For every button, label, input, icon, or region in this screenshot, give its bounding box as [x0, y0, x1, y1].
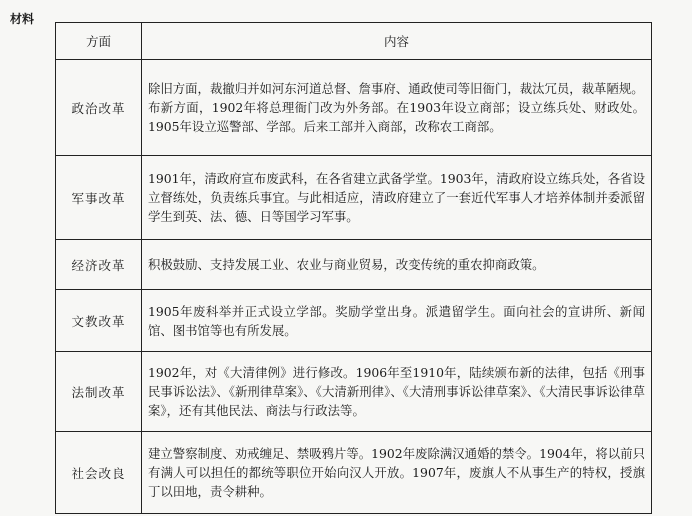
row-content	[142, 352, 652, 432]
content-paragraph: 布新方面，1902年将总理衙门改为外务部。在1903年设立商部；设立练兵处、财政处。1905年设立巡警部、学部。后来工部并入商部，改称农工商部。	[148, 100, 645, 134]
table-row	[56, 60, 652, 156]
row-content	[142, 240, 652, 290]
header-aspect: 方面	[56, 23, 142, 60]
row-aspect: 经济改革	[56, 240, 142, 290]
row-aspect: 文教改革	[56, 290, 142, 352]
reform-table	[55, 22, 652, 514]
row-content	[142, 290, 652, 352]
row-content	[142, 156, 652, 240]
content-paragraph: 1902年，对《大清律例》进行修改。1906年至1910年，陆续颁布新的法律，包括《刑事民事诉讼法》、《新刑律草案》、《大清新刑律》、《大清刑事诉讼律草案》、《大清民事诉讼律草案》，还有其他民法、商法与行政法等。	[148, 365, 645, 418]
content-paragraph: 积极鼓励、支持发展工业、农业与商业贸易，改变传统的重农抑商政策。	[148, 257, 545, 272]
material-label: 材料	[10, 12, 35, 26]
table-header-row	[56, 23, 652, 60]
row-aspect: 社会改良	[56, 432, 142, 514]
row-aspect: 法制改革	[56, 352, 142, 432]
row-content	[142, 60, 652, 156]
content-paragraph: 1901年，清政府宣布废武科，在各省建立武备学堂。1903年，清政府设立练兵处，各省设立督练处，负责练兵事宜。与此相适应，清政府建立了一套近代军事人才培养体制并委派留学生到英、法、德、日等国学习军事。	[148, 171, 645, 224]
row-content	[142, 432, 652, 514]
table-row	[56, 240, 652, 290]
content-paragraph: 1905年废科举并正式设立学部。奖励学堂出身。派遣留学生。面向社会的宣讲所、新闻馆、图书馆等也有所发展。	[148, 303, 645, 338]
table-row	[56, 290, 652, 352]
table-row	[56, 352, 652, 432]
row-aspect: 政治改革	[56, 60, 142, 156]
table-row	[56, 432, 652, 514]
content-paragraph: 建立警察制度、劝戒缠足、禁吸鸦片等。1902年废除满汉通婚的禁令。1904年，将以前只有满人可以担任的都统等职位开始向汉人开放。1907年，废旗人不从事生产的特权，授旗丁以田地，责令耕种。	[148, 446, 645, 499]
row-aspect: 军事改革	[56, 156, 142, 240]
content-paragraph: 除旧方面，裁撤归并如河东河道总督、詹事府、通政使司等旧衙门，裁汰冗员，裁革陋规。	[148, 81, 644, 96]
table-row	[56, 156, 652, 240]
header-content: 内容	[142, 23, 652, 60]
